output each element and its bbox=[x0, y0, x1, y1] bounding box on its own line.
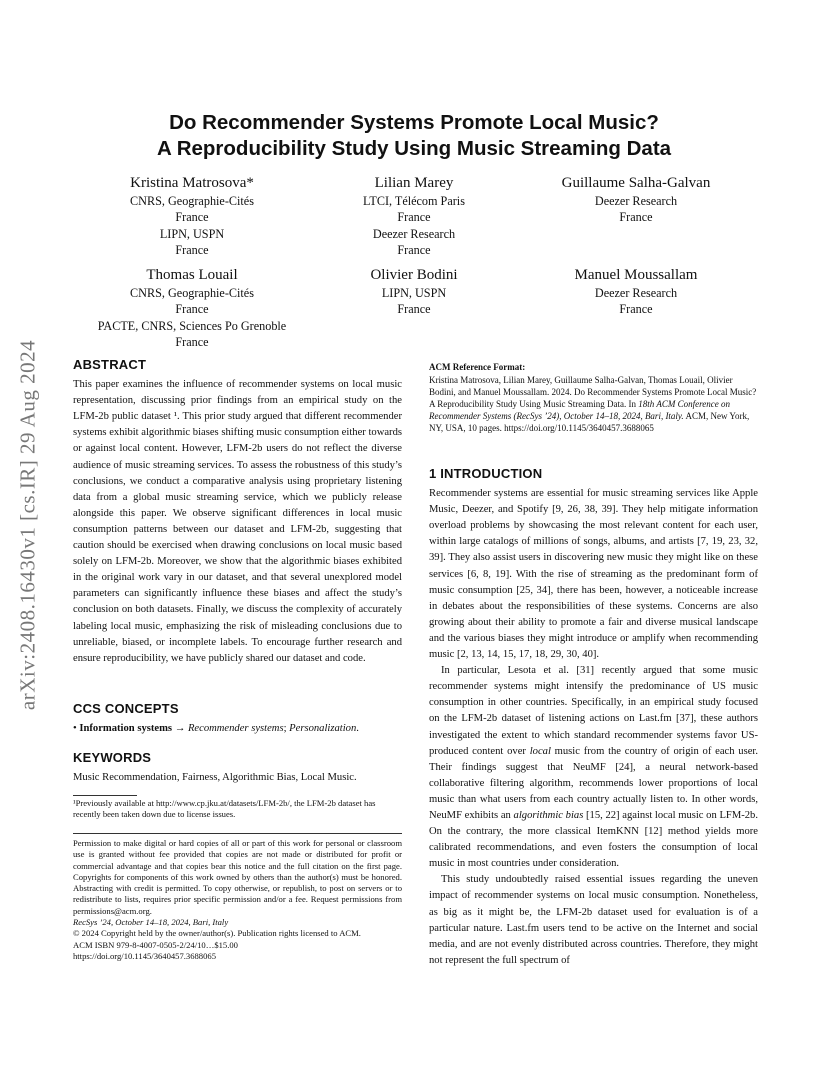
author-affil: Deezer Research bbox=[594, 194, 678, 208]
author-affil: LTCI, Télécom Paris bbox=[363, 194, 465, 208]
author-affil: France bbox=[175, 334, 209, 349]
author-affil: France bbox=[619, 210, 653, 225]
author-affil: Deezer Research bbox=[594, 286, 678, 300]
footnote-rule bbox=[73, 795, 137, 796]
author-block bbox=[319, 174, 509, 258]
author-name: Kristina Matrosova* bbox=[130, 175, 254, 191]
introduction-section bbox=[429, 466, 758, 969]
ccs-heading: CCS CONCEPTS bbox=[73, 701, 179, 716]
author-affil: France bbox=[175, 210, 209, 225]
author-name: Lilian Marey bbox=[374, 175, 454, 191]
isbn-line: ACM ISBN 979-8-4007-0505-2/24/10…$15.00 bbox=[73, 939, 238, 950]
intro-paragraph-2 bbox=[429, 663, 758, 872]
venue-line: RecSys ’24, October 14–18, 2024, Bari, Italy bbox=[73, 917, 229, 928]
author-name: Thomas Louail bbox=[146, 267, 238, 283]
ccs-rest2: Personalization bbox=[289, 723, 357, 735]
author-block bbox=[82, 266, 302, 350]
intro-p2-a: In particular, Lesota et al. [31] recently argued that some music recommender systems might intensify the predominance of US music consumption in other countries. Specifically, in an empirical study focused on the LFM-2b dataset of listening actions on Last.fm [37], these authors investigated the extent to which standard recommender systems favor US-produced content over bbox=[429, 665, 758, 757]
abstract-section bbox=[73, 357, 402, 667]
acm-ref-heading: ACM Reference Format: bbox=[429, 362, 526, 372]
author-affil: LIPN, USPN bbox=[159, 226, 225, 241]
intro-p2-b: music from the country of origin of each user. Their findings suggest that NeuMF [24], a neural network-based collaborative filtering algorithm, recommends lower proportions of local music than what users from each country actually listen to. In other words, NeuMF exhibits an bbox=[429, 745, 758, 821]
author-name: Manuel Moussallam bbox=[574, 267, 698, 283]
author-affil: France bbox=[397, 210, 431, 225]
doi-line: https://doi.org/10.1145/3640457.3688065 bbox=[73, 950, 216, 961]
acm-reference bbox=[429, 362, 758, 435]
keywords-section bbox=[73, 750, 402, 786]
keywords-heading: KEYWORDS bbox=[73, 750, 152, 765]
intro-p2-local: local bbox=[529, 745, 551, 757]
permission-block bbox=[73, 838, 402, 962]
ccs-sep: ; bbox=[283, 723, 290, 735]
arxiv-id: arXiv:2408.16430v1 [cs.IR] 29 Aug 2024 bbox=[15, 339, 40, 711]
author-name: Guillaume Salha-Galvan bbox=[561, 175, 711, 191]
title-line-1: Do Recommender Systems Promote Local Music? bbox=[169, 111, 659, 134]
author-block bbox=[97, 174, 287, 258]
copyright-line: © 2024 Copyright held by the owner/author(s). Publication rights licensed to ACM. bbox=[73, 928, 361, 939]
paper-title bbox=[0, 110, 828, 162]
author-affil: CNRS, Geographie-Cités bbox=[130, 286, 254, 300]
intro-paragraph-3: This study undoubtedly raised essential issues regarding the uneven impact of recommender systems on local music consumption. Nonetheless, as big as it might be, the LFM-2b dataset used for evaluation is of a particular nature. Last.fm users tend to be active on the Internet and social media, and are not evenly distributed across countries. Therefore, they might not represent the full spectrum of bbox=[429, 874, 758, 966]
intro-heading: 1 INTRODUCTION bbox=[429, 466, 543, 481]
footnote: ¹Previously available at http://www.cp.jku.at/datasets/LFM-2b/, the LFM-2b dataset has recently been taken down due to license issues. bbox=[73, 798, 376, 820]
ccs-rest: Recommender systems bbox=[187, 723, 284, 735]
author-affil: Deezer Research bbox=[372, 226, 456, 241]
ccs-main: Information systems bbox=[79, 723, 173, 735]
author-block bbox=[319, 266, 509, 318]
acm-ref-venue: 18th ACM Conference on Recommender Systems (RecSys ’24), October 14–18, 2024, Bari, Italy. bbox=[429, 398, 730, 422]
author-affil: France bbox=[175, 242, 209, 257]
author-affil: CNRS, Geographie-Cités bbox=[130, 194, 254, 208]
author-affil: France bbox=[619, 302, 653, 317]
abstract-heading: ABSTRACT bbox=[73, 357, 147, 372]
author-block bbox=[541, 174, 731, 226]
abstract-text: This paper examines the influence of recommender systems on local music representation, discussing prior findings from an empirical study on the LFM-2b public dataset ¹. This prior study argued that different recommender systems exhibit algorithmic biases shifting music consumption either towards or against local content. However, LFM-2b users do not reflect the diverse audience of music streaming services. To assess the robustness of this study’s conclusions, we conduct a comparative analysis using proprietary listening data from a global music streaming service, which we publicly release alongside this paper. We observe significant differences in local music consumption patterns between our dataset and LFM-2b, suggesting that caution should be exercised when drawing conclusions on local music based solely on LFM-2b. Moreover, we show that the algorithmic biases exhibited in the original work vary in our dataset, and that several unexplored model parameters can significantly influence these biases and affect the study’s conclusion on both datasets. Finally, we discuss the complexity of accurately labeling local music, emphasizing the risk of misleading conclusions due to unreliable, biased, or incomplete labels. To encourage further research and ensure reproducibility, we have publicly shared our dataset and code. bbox=[73, 379, 402, 664]
author-name: Olivier Bodini bbox=[370, 267, 458, 283]
acm-ref-authors: Kristina Matrosova, Lilian Marey, Guillaume Salha-Galvan, Thomas Louail, Olivier Bodini, and Manuel Moussallam. 2024. Do Recommender Systems Promote Local Music? A Reproducibility Study Using Music Streaming Data. In bbox=[429, 374, 757, 409]
permission-rule bbox=[73, 833, 402, 834]
ccs-arrow: → bbox=[172, 723, 188, 735]
acm-ref-text bbox=[429, 374, 758, 435]
author-affil: LIPN, USPN bbox=[381, 286, 447, 300]
author-affil: France bbox=[175, 302, 209, 317]
permission-text: Permission to make digital or hard copies of all or part of this work for personal or classroom use is granted without fee provided that copies are not made or distributed for profit or commercial advantage and that copies bear this notice and the full citation on the first page. Copyrights for components of this work owned by others than the author(s) must be honored. Abstracting with credit is permitted. To copy otherwise, or republish, to post on servers or to redistribute to lists, requires prior specific permission and/or a fee. Request permissions from permissions@acm.org. bbox=[73, 838, 402, 916]
title-line-2: A Reproducibility Study Using Music Streaming Data bbox=[156, 137, 672, 160]
ccs-bullet: • bbox=[73, 723, 80, 735]
ccs-section bbox=[73, 701, 402, 737]
intro-p2-bias: algorithmic bias bbox=[513, 809, 584, 821]
ccs-text bbox=[73, 721, 402, 737]
author-block bbox=[541, 266, 731, 318]
intro-paragraph-1: Recommender systems are essential for music streaming services like Apple Music, Deezer, and Spotify [9, 26, 38, 39]. They help mitigate information overload problems by showcasing the most relevant content for each user, within large catalogs of millions of songs, albums, and artists [7, 19, 23, 32, 39]. They also assist users in discovering new music they might like on these services [6, 8, 19]. With the rise of streaming as the predominant form of music consumption [25, 34], there has been, however, a noticeable increase in debates about the responsibilities of these systems. Concerns are also growing about their ability to promote a fair and diverse musical landscape and the various biases they might introduce or amplify when recommending music [2, 13, 14, 15, 17, 18, 29, 30, 40]. bbox=[429, 488, 758, 661]
acm-ref-tail: ACM, New York, NY, USA, 10 pages. https://doi.org/10.1145/3640457.3688065 bbox=[429, 411, 750, 434]
author-affil: France bbox=[397, 242, 431, 257]
intro-p2-c: [15, 22] against local music on LFM-2b. On the contrary, the more classical ItemKNN [12] method yields more calibrated recommendations, and even fosters the consumption of local music in most countries under consideration. bbox=[429, 809, 759, 870]
ccs-end: . bbox=[356, 723, 359, 735]
author-affil: France bbox=[397, 302, 431, 317]
arxiv-stamp bbox=[8, 290, 48, 760]
keywords-text: Music Recommendation, Fairness, Algorithmic Bias, Local Music. bbox=[73, 772, 357, 784]
author-affil: PACTE, CNRS, Sciences Po Grenoble bbox=[97, 318, 287, 333]
